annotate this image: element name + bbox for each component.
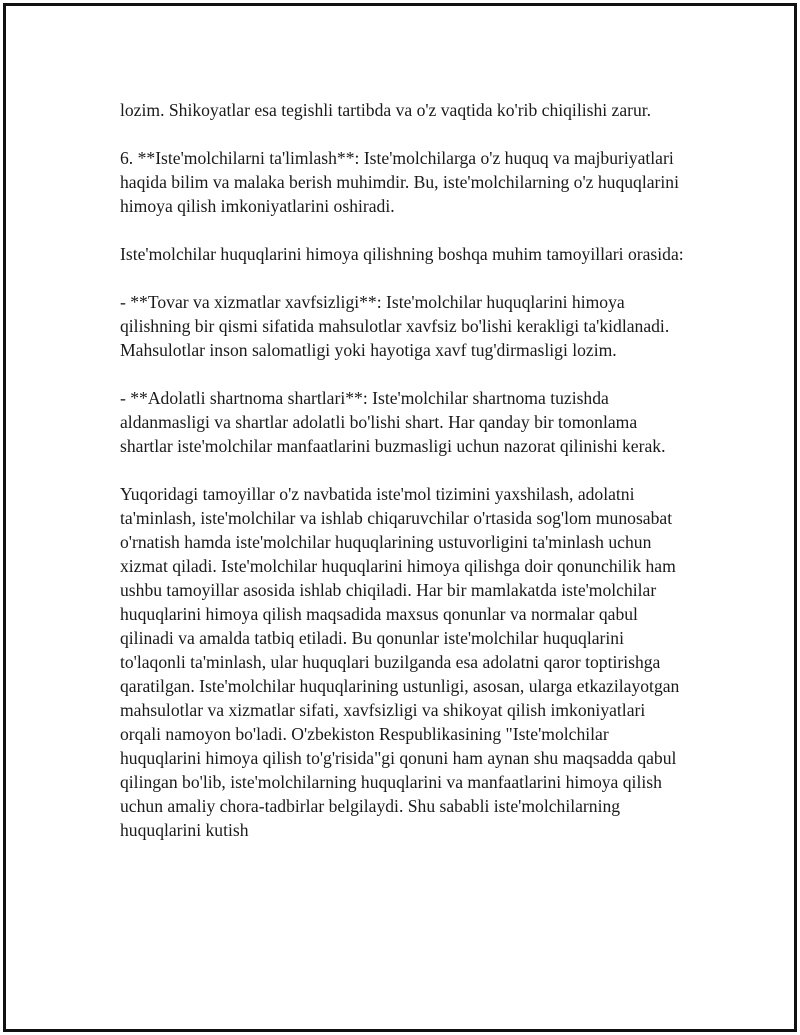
paragraph: 6. **Iste'molchilarni ta'limlash**: Iste'molchilarga o'z huquq va majburiyatlari haqida bilim va malaka berish muhimdir. Bu, iste'molchilarning o'z huquqlarini himoya qilish imkoniyatlarini oshiradi. xyxy=(120,148,679,216)
page-border xyxy=(3,3,797,1032)
paragraph: Yuqoridagi tamoyillar o'z navbatida iste'mol tizimini yaxshilash, adolatni ta'minlash, iste'molchilar va ishlab chiqaruvchilar o'rtasida sog'lom munosabat o'rnatish hamda iste'molchilar huquqlarining ustuvorligini ta'minlash uchun xizmat qiladi. Iste'molchilar huquqlarini himoya qilishga doir qonunchilik ham ushbu tamoyillar asosida ishlab chiqiladi. Har bir mamlakatda iste'molchilar huquqlarini himoya qilish maqsadida maxsus qonunlar va normalar qabul qilinadi va amalda tatbiq etiladi. Bu qonunlar iste'molchilar huquqlarini to'laqonli ta'minlash, ular huquqlari buzilganda esa adolatni qaror toptirishga qaratilgan. Iste'molchilar huquqlarining ustunligi, asosan, ularga etkazilayotgan mahsulotlar va xizmatlar sifati, xavfsizligi va shikoyat qilish imkoniyatlari orqali namoyon bo'ladi. O'zbekiston Respublikasining "Iste'molchilar huquqlarini himoya qilish to'g'risida"gi qonuni ham aynan shu maqsadda qabul qilingan bo'lib, iste'molchilarning huquqlarini va manfaatlarini himoya qilish uchun amaliy chora-tadbirlar belgilaydi. Shu sababli iste'molchilarning huquqlarini kutish xyxy=(120,484,680,840)
paragraph: - **Tovar va xizmatlar xavfsizligi**: Iste'molchilar huquqlarini himoya qilishning bir qismi sifatida mahsulotlar xavfsiz bo'lishi kerakligi ta'kidlanadi. Mahsulotlar inson salomatligi yoki hayotiga xavf tug'dirmasligi lozim. xyxy=(120,292,670,360)
document-body xyxy=(120,98,686,842)
paragraph: lozim. Shikoyatlar esa tegishli tartibda va o'z vaqtida ko'rib chiqilishi zarur. xyxy=(120,100,652,120)
paragraph: Iste'molchilar huquqlarini himoya qilishning boshqa muhim tamoyillari orasida: xyxy=(120,244,684,264)
paragraph: - **Adolatli shartnoma shartlari**: Iste'molchilar shartnoma tuzishda aldanmasligi va shartlar adolatli bo'lishi shart. Har qanday bir tomonlama shartlar iste'molchilar manfaatlarini buzmasligi uchun nazorat qilinishi kerak. xyxy=(120,388,666,456)
